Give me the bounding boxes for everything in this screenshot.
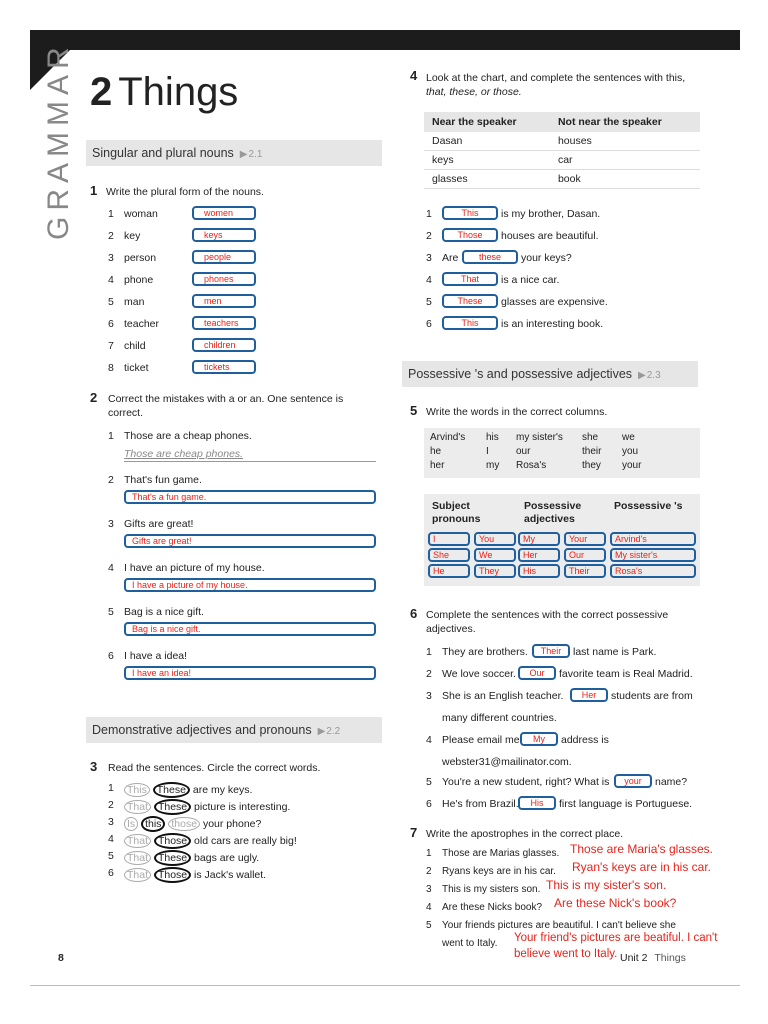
item-pre: She is an English teacher. [442, 690, 564, 702]
item-sentence: Gifts are great! [124, 518, 194, 530]
page-title [90, 70, 238, 115]
answer-field[interactable]: tickets [192, 360, 256, 374]
item-rest: is my brother, Dasan. [501, 208, 601, 220]
item-word: teacher [124, 318, 160, 330]
chart-cell: glasses [424, 170, 550, 189]
item-number: 4 [108, 833, 114, 845]
exercise-instruction-cont: that, these, or those. [426, 86, 522, 98]
answer-underline [124, 461, 376, 462]
item-rest: first language is Portuguese. [559, 798, 693, 810]
answer-field[interactable]: Those [442, 228, 498, 242]
word-chip: Arvind's [430, 432, 466, 443]
word-chip: I [486, 446, 489, 457]
item-rest: favorite team is Real Madrid. [559, 668, 693, 680]
answer-field[interactable]: They [474, 564, 516, 578]
word-chip: my sister's [516, 432, 563, 443]
item-pre: We love soccer. [442, 668, 516, 680]
item-rest: last name is Park. [573, 646, 657, 658]
item-rest: glasses are expensive. [501, 296, 608, 308]
example-answer: Those are cheap phones. [124, 448, 244, 460]
choice-selected[interactable]: Those [154, 833, 191, 849]
item-number: 6 [426, 318, 432, 330]
item-number: 6 [108, 318, 114, 330]
choice-option[interactable]: That [124, 800, 151, 814]
item-sentence: This is my sisters son. [442, 884, 541, 895]
answer-field[interactable]: Their [564, 564, 606, 578]
item-number: 1 [426, 646, 432, 658]
item-sentence: Ryans keys are in his car. [442, 866, 556, 877]
item-number: 3 [108, 518, 114, 530]
item-sentence: That's fun game. [124, 474, 202, 486]
column-header: Possessive adjectives [524, 500, 582, 525]
answer-field[interactable]: your [614, 774, 652, 788]
exercise-instruction: Write the apostrophes in the correct place. [426, 828, 624, 840]
choice-selected[interactable]: this [141, 816, 165, 832]
item-number: 6 [426, 798, 432, 810]
answer-field[interactable]: I have an idea! [124, 666, 376, 680]
item-number: 3 [108, 816, 114, 828]
answer-field[interactable]: Her [518, 548, 560, 562]
item-number: 3 [108, 252, 114, 264]
item-word: man [124, 296, 145, 308]
item-number: 1 [108, 430, 114, 442]
word-chip: her [430, 460, 445, 471]
side-label: GRAMMAR [42, 41, 75, 240]
handwritten-answer: Ryan's keys are in his car. [572, 860, 712, 874]
item-sentence: Are these Nicks book? [442, 902, 543, 913]
word-chip: you [622, 446, 639, 457]
exercise-number: 3 [90, 759, 98, 774]
footer-rule [30, 985, 740, 986]
answer-field[interactable]: Gifts are great! [124, 534, 376, 548]
choice-selected[interactable]: These [153, 782, 190, 798]
chart-cell: houses [550, 132, 700, 151]
item-number: 8 [108, 362, 114, 374]
word-chip: Rosa's [516, 460, 547, 471]
item-number: 3 [426, 252, 432, 264]
item-cont: webster31@mailinator.com. [442, 756, 572, 768]
choice-rest: old cars are really big! [194, 835, 297, 847]
answer-field[interactable]: These [442, 294, 498, 308]
item-number: 1 [426, 208, 432, 220]
choice-line [124, 867, 266, 883]
exercise-number: 1 [90, 183, 98, 198]
answer-field[interactable]: Her [570, 688, 608, 702]
answer-field[interactable]: His [518, 796, 556, 810]
answer-field[interactable]: She [428, 548, 470, 562]
exercise-number: 7 [410, 825, 418, 840]
choice-line [124, 799, 290, 815]
item-number: 2 [426, 668, 432, 680]
answer-field[interactable]: people [192, 250, 256, 264]
answer-field[interactable]: women [192, 206, 256, 220]
chart-cell: keys [424, 151, 550, 170]
answer-field[interactable]: Their [532, 644, 570, 658]
chart-cell: car [550, 151, 700, 170]
answer-field[interactable]: My [518, 532, 560, 546]
word-chip: their [582, 446, 602, 457]
exercise-instruction: Look at the chart, and complete the sentences with this, [426, 72, 686, 84]
answer-field[interactable]: My sister's [610, 548, 696, 562]
choice-option[interactable]: those [168, 817, 200, 831]
item-pre: He's from Brazil. [442, 798, 519, 810]
item-number: 4 [426, 734, 432, 746]
section-heading-possessives: Possessive 's and possessive adjectives ▶2.3 [402, 361, 698, 387]
handwritten-answer: Those are Maria's glasses. [570, 842, 714, 856]
exercise-number: 2 [90, 390, 98, 405]
handwritten-answer: This is my sister's son. [546, 878, 667, 892]
chart-header: Near the speaker [424, 112, 550, 132]
answer-field[interactable]: children [192, 338, 256, 352]
item-number: 5 [108, 850, 114, 862]
near-far-chart [424, 112, 700, 189]
item-number: 1 [426, 848, 432, 859]
choice-selected[interactable]: Those [154, 867, 191, 883]
item-number: 5 [108, 296, 114, 308]
item-rest: is a nice car. [501, 274, 560, 286]
choice-rest: are my keys. [192, 784, 253, 796]
handwritten-answer: Are these Nick's book? [554, 896, 677, 910]
item-word: key [124, 230, 141, 242]
page-number: 8 [58, 952, 64, 964]
exercise-instruction: Write the words in the correct columns. [426, 406, 608, 418]
answer-field[interactable]: His [518, 564, 560, 578]
choice-rest: picture is interesting. [194, 801, 291, 813]
item-number: 2 [426, 866, 432, 877]
exercise-instruction-cont: correct. [108, 407, 144, 419]
answer-field[interactable]: I have a picture of my house. [124, 578, 376, 592]
section-heading-demonstratives: Demonstrative adjectives and pronouns ▶2.2 [86, 717, 382, 743]
item-word: child [124, 340, 146, 352]
exercise-instruction: Read the sentences. Circle the correct words. [108, 762, 321, 774]
word-chip: our [516, 446, 531, 457]
chart-cell: book [550, 170, 700, 189]
item-cont: many different countries. [442, 712, 557, 724]
answer-field[interactable]: My [520, 732, 558, 746]
handwritten-answer: Your friend's pictures are beatiful. I can't [514, 932, 718, 944]
item-sentence: Your friends pictures are beautiful. I can't believe she [442, 920, 676, 931]
choice-selected[interactable]: These [154, 850, 191, 866]
word-chip: my [486, 460, 500, 471]
item-rest: students are from [611, 690, 693, 702]
item-number: 5 [426, 296, 432, 308]
item-sentence: Those are a cheap phones. [124, 430, 252, 442]
choice-line [124, 782, 252, 798]
exercise-instruction: Complete the sentences with the correct possessive [426, 609, 669, 621]
answer-field[interactable]: He [428, 564, 470, 578]
choice-rest: is Jack's wallet. [194, 869, 267, 881]
item-number: 7 [108, 340, 114, 352]
answer-field[interactable]: keys [192, 228, 256, 242]
item-number: 5 [426, 920, 432, 931]
choice-option[interactable]: That [124, 834, 151, 848]
item-number: 2 [108, 230, 114, 242]
unit-number: 2 [90, 70, 113, 114]
answer-field[interactable]: phones [192, 272, 256, 286]
answer-field[interactable]: Our [518, 666, 556, 680]
choice-line [124, 816, 261, 832]
item-rest: is an interesting book. [501, 318, 604, 330]
chart-header: Not near the speaker [550, 112, 700, 132]
exercise-number: 4 [410, 68, 418, 83]
handwritten-answer-cont: believe went to Italy. [514, 948, 618, 960]
item-word: phone [124, 274, 154, 286]
item-number: 4 [108, 274, 114, 286]
answer-field[interactable]: That's a fun game. [124, 490, 376, 504]
choice-option[interactable]: That [124, 851, 151, 865]
item-number: 1 [108, 208, 114, 220]
footer-unit: Unit 2 Things [620, 952, 686, 964]
word-chip: she [582, 432, 599, 443]
column-header: Possessive 's [614, 500, 683, 512]
unit-title-text: Things [118, 70, 239, 114]
answer-field[interactable]: This [442, 316, 498, 330]
item-number: 3 [426, 690, 432, 702]
item-number: 4 [108, 562, 114, 574]
answer-field[interactable]: We [474, 548, 516, 562]
answer-field[interactable]: Arvind's [610, 532, 696, 546]
answer-field[interactable]: Rosa's [610, 564, 696, 578]
item-number: 3 [426, 884, 432, 895]
item-word: person [124, 252, 157, 264]
answer-field[interactable]: I [428, 532, 470, 546]
item-number: 1 [108, 782, 114, 794]
choice-line [124, 833, 297, 849]
word-chip: his [486, 432, 499, 443]
choice-option[interactable]: That [124, 868, 151, 882]
item-rest: address is [561, 734, 609, 746]
chart-cell: Dasan [424, 132, 550, 151]
choice-rest: bags are ugly. [194, 852, 260, 864]
answer-field[interactable]: That [442, 272, 498, 286]
answer-field[interactable]: men [192, 294, 256, 308]
column-header: Subject pronouns [432, 500, 481, 525]
item-number: 5 [426, 776, 432, 788]
item-number: 4 [426, 902, 432, 913]
item-rest: your keys? [521, 252, 572, 264]
item-sentence: Bag is a nice gift. [124, 606, 204, 618]
item-pre: You're a new student, right? What is [442, 776, 610, 788]
item-pre: Are [442, 252, 459, 264]
item-number: 6 [108, 650, 114, 662]
item-pre: They are brothers. [442, 646, 528, 658]
exercise-number: 5 [410, 403, 418, 418]
item-sentence: I have an picture of my house. [124, 562, 265, 574]
item-number: 2 [108, 474, 114, 486]
answer-field[interactable]: Bag is a nice gift. [124, 622, 376, 636]
item-cont: went to Italy. [442, 938, 498, 949]
exercise-instruction: Write the plural form of the nouns. [106, 186, 264, 198]
item-pre: Please email me. [442, 734, 523, 746]
item-sentence: Those are Marias glasses. [442, 848, 560, 859]
word-chip: your [622, 460, 642, 471]
answer-field[interactable]: these [462, 250, 518, 264]
answer-field[interactable]: You [474, 532, 516, 546]
answer-field[interactable]: teachers [192, 316, 256, 330]
exercise-number: 6 [410, 606, 418, 621]
exercise-instruction: Correct the mistakes with a or an. One sentence is [108, 393, 344, 405]
item-number: 4 [426, 274, 432, 286]
item-sentence: I have a idea! [124, 650, 188, 662]
item-rest: houses are beautiful. [501, 230, 599, 242]
word-chip: he [430, 446, 442, 457]
item-number: 2 [108, 799, 114, 811]
answer-field[interactable]: Our [564, 548, 606, 562]
section-heading-nouns: Singular and plural nouns ▶2.1 [86, 140, 382, 166]
choice-option[interactable]: This [124, 783, 150, 797]
word-chip: they [582, 460, 601, 471]
item-word: ticket [124, 362, 149, 374]
item-number: 5 [108, 606, 114, 618]
choice-line [124, 850, 259, 866]
choice-option[interactable]: Is [124, 817, 138, 831]
item-rest: name? [655, 776, 688, 788]
item-number: 6 [108, 867, 114, 879]
item-word: woman [124, 208, 158, 220]
answer-field[interactable]: Your [564, 532, 606, 546]
answer-field[interactable]: This [442, 206, 498, 220]
choice-selected[interactable]: These [154, 799, 191, 815]
choice-rest: your phone? [202, 818, 262, 830]
top-black-bar [30, 30, 740, 50]
item-number: 2 [426, 230, 432, 242]
word-chip: we [622, 432, 635, 443]
exercise-instruction-cont: adjectives. [426, 623, 476, 635]
